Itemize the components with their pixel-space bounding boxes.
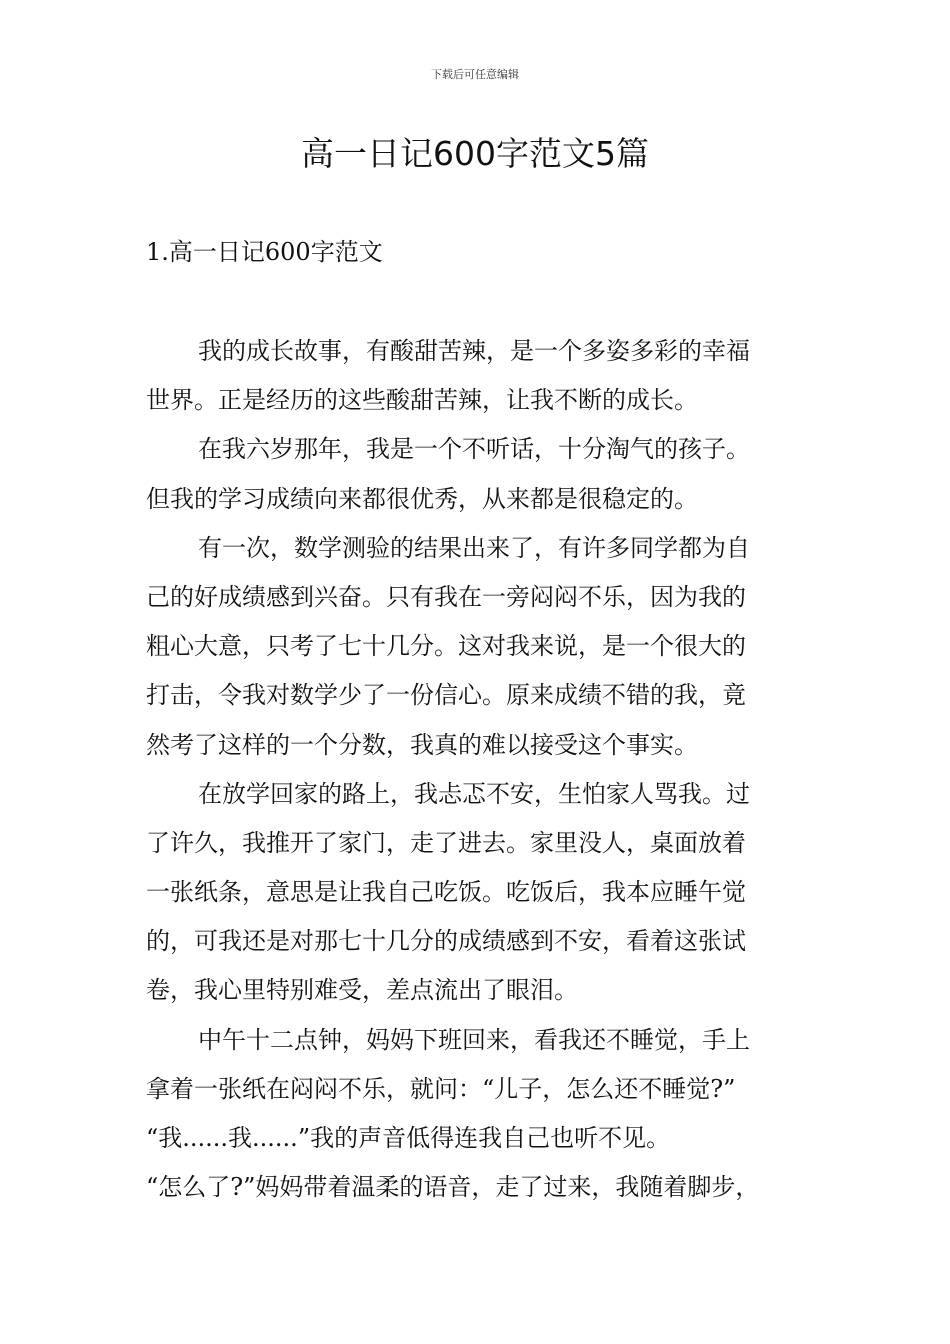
text-line: “我......我......”我的声音低得连我自己也听不见。 — [146, 1124, 671, 1152]
text-line: “怎么了?”妈妈带着温柔的语音，走了过来，我随着脚步， — [146, 1173, 760, 1202]
text-line: 中午十二点钟，妈妈下班回来，看我还不睡觉，手上 — [198, 1025, 750, 1054]
text-line: 卷，我心里特别难受，差点流出了眼泪。 — [146, 976, 578, 1005]
text-line: 己的好成绩感到兴奋。只有我在一旁闷闷不乐，因为我的 — [146, 582, 746, 611]
section-heading: 1.高一日记600字范文 — [146, 238, 383, 266]
text-line: 但我的学习成绩向来都很优秀，从来都是很稳定的。 — [146, 484, 698, 513]
text-line: 然考了这样的一个分数，我真的难以接受这个事实。 — [146, 730, 698, 759]
text-line: 世界。正是经历的这些酸甜苦辣，让我不断的成长。 — [146, 386, 698, 415]
text-line: 一张纸条，意思是让我自己吃饭。吃饭后，我本应睡午觉 — [146, 878, 746, 907]
text-line: 了许久，我推开了家门，走了进去。家里没人，桌面放着 — [146, 828, 746, 857]
text-line: 打击，令我对数学少了一份信心。原来成绩不错的我，竟 — [146, 681, 746, 710]
text-line: 拿着一张纸在闷闷不乐，就问：“儿子，怎么还不睡觉?” — [146, 1074, 736, 1103]
body-text — [146, 327, 806, 1212]
header-note: 下载后可任意编辑 — [431, 68, 519, 81]
text-line: 在放学回家的路上，我忐忑不安，生怕家人骂我。过 — [198, 779, 750, 808]
document-title: 高一日记600字范文5篇 — [301, 134, 649, 173]
text-line: 粗心大意，只考了七十几分。这对我来说，是一个很大的 — [146, 632, 746, 661]
text-line: 的，可我还是对那七十几分的成绩感到不安，看着这张试 — [146, 927, 746, 956]
text-line: 我的成长故事，有酸甜苦辣，是一个多姿多彩的幸福 — [198, 337, 750, 365]
text-line: 在我六岁那年，我是一个不听话，十分淘气的孩子。 — [198, 435, 750, 464]
text-line: 有一次，数学测验的结果出来了，有许多同学都为自 — [198, 533, 750, 562]
